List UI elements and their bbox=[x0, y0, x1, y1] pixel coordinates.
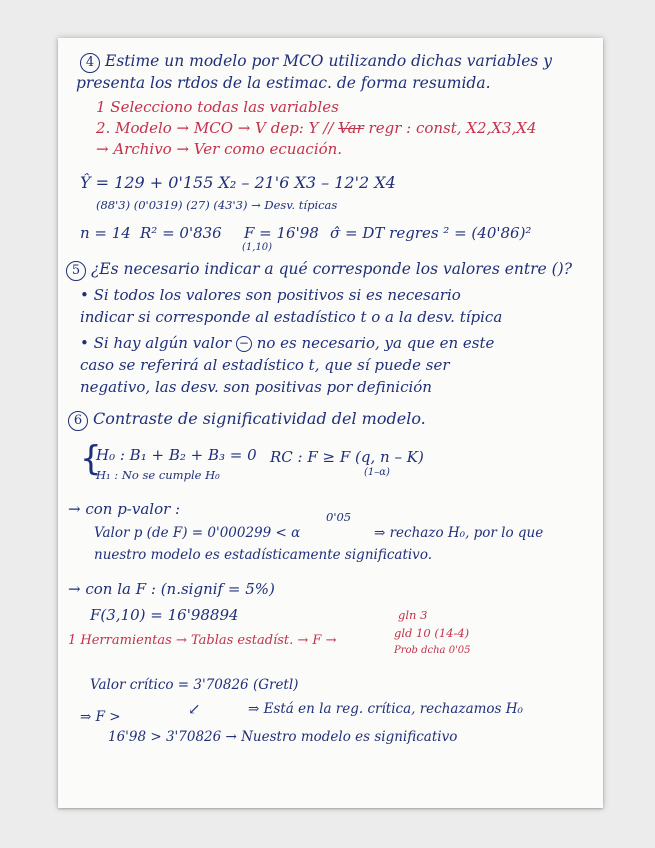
step-3: → Archivo → Ver como ecuación. bbox=[96, 140, 343, 158]
section-6-heading bbox=[68, 410, 426, 431]
n-observations: n = 14 bbox=[80, 224, 131, 242]
bullet-2-rest: no es necesario, ya que en este bbox=[256, 334, 495, 352]
section-5-question: ¿Es necesario indicar a qué corresponde los valores entre ()? bbox=[91, 260, 573, 278]
estimated-equation: Ŷ = 129 + 0'155 X₂ – 21'6 X3 – 12'2 X4 bbox=[80, 173, 396, 192]
r-squared: R² = 0'836 bbox=[140, 224, 222, 242]
hypothesis-brace: { bbox=[80, 439, 102, 479]
section-6-title: Contraste de significatividad del modelo. bbox=[93, 409, 426, 428]
section-4-heading bbox=[80, 52, 552, 73]
final-comparison: 16'98 > 3'70826 → Nuestro modelo es significativo bbox=[108, 729, 458, 745]
denominator-df: gld 10 (14-4) bbox=[394, 626, 470, 640]
alternative-hypothesis: H₁ : No se cumple H₀ bbox=[96, 468, 220, 482]
critical-region-conclusion: ⇒ Está en la reg. crítica, rechazamos H₀ bbox=[248, 701, 523, 717]
bullet-2-line-3: negativo, las desv. son positivas por definición bbox=[80, 378, 432, 396]
section-4-heading-line2: presenta los rtdos de la estimac. de forma resumida. bbox=[76, 74, 491, 92]
step-2 bbox=[96, 119, 537, 137]
tools-path: 1 Herramientas → Tablas estadíst. → F → bbox=[68, 633, 337, 648]
minus-circled-icon: − bbox=[236, 336, 252, 352]
rejection-region-sub: (1–α) bbox=[364, 467, 390, 478]
down-left-arrow-icon: ↙ bbox=[188, 700, 201, 718]
step-2-struck-word: Var bbox=[338, 119, 364, 137]
rejection-region: RC : F ≥ F (q, n – K) bbox=[270, 448, 424, 466]
step-2-model: 2. Modelo → MCO → V dep: Y // bbox=[96, 119, 334, 137]
section-4-number: 4 bbox=[80, 53, 100, 73]
f-statistic-df: (1,10) bbox=[242, 242, 273, 253]
section-5-heading bbox=[66, 260, 572, 281]
pvalue-title: → con p-valor : bbox=[68, 500, 181, 518]
f-greater-than: ⇒ F > bbox=[80, 709, 121, 725]
critical-value: Valor crítico = 3'70826 (Gretl) bbox=[90, 677, 299, 693]
standard-errors: (88'3) (0'0319) (27) (43'3) → Desv. típicas bbox=[96, 198, 338, 212]
bullet-2-start: • Si hay algún valor bbox=[80, 334, 232, 352]
bullet-1-line-1: • Si todos los valores son positivos si es necesario bbox=[80, 286, 461, 304]
step-2-regressors: regr : const, X2,X3,X4 bbox=[368, 119, 537, 137]
step-1: 1 Selecciono todas las variables bbox=[96, 98, 339, 116]
numerator-df: gln 3 bbox=[398, 608, 428, 622]
bullet-2-line-1 bbox=[80, 334, 494, 352]
right-tail-prob: Prob dcha 0'05 bbox=[394, 645, 471, 656]
null-hypothesis: H₀ : B₁ + B₂ + B₃ = 0 bbox=[96, 446, 257, 464]
alpha-value: 0'05 bbox=[326, 510, 352, 524]
section-5-number: 5 bbox=[66, 261, 86, 281]
f-statistic: F = 16'98 bbox=[244, 224, 319, 242]
bullet-2-line-2: caso se referirá al estadístico t, que sí puede ser bbox=[80, 356, 450, 374]
section-6-number: 6 bbox=[68, 411, 88, 431]
pvalue-result: ⇒ rechazo H₀, por lo que bbox=[374, 525, 544, 541]
sigma-estimate: σ̂ = DT regres ² = (40'86)² bbox=[330, 224, 532, 242]
bullet-1-line-2: indicar si corresponde al estadístico t o a la desv. típica bbox=[80, 308, 503, 326]
pvalue-line: Valor p (de F) = 0'000299 < α bbox=[94, 525, 301, 541]
f-test-title: → con la F : (n.signif = 5%) bbox=[68, 580, 275, 598]
section-4-heading-line1: Estime un modelo por MCO utilizando dichas variables y bbox=[105, 52, 553, 70]
pvalue-conclusion: nuestro modelo es estadísticamente significativo. bbox=[94, 547, 432, 563]
notebook-page bbox=[58, 38, 603, 808]
f-test-value: F(3,10) = 16'98894 bbox=[90, 606, 239, 624]
